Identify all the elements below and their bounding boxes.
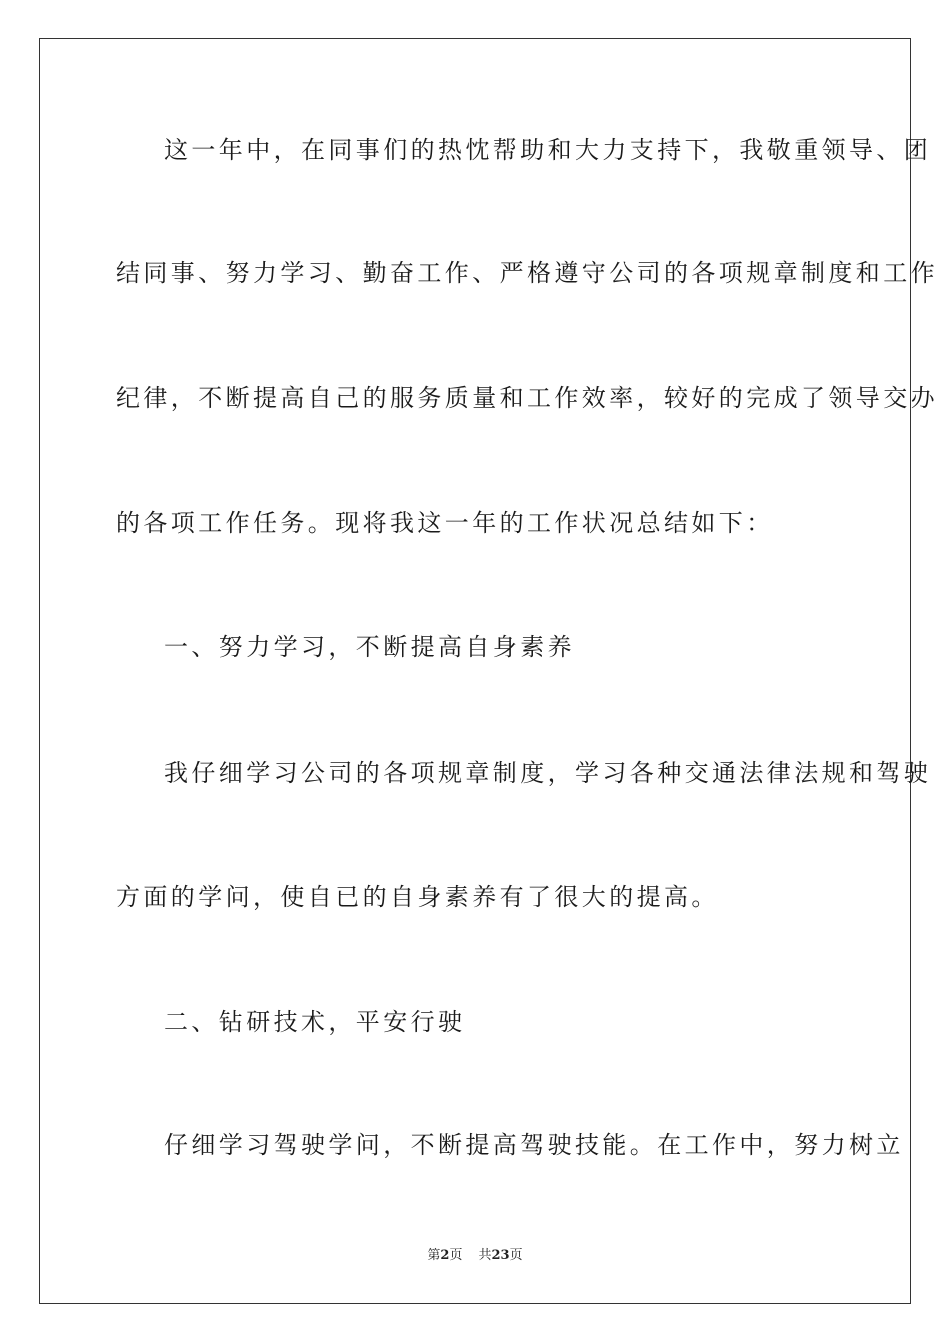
paragraph-line: 的各项工作任务。现将我这一年的工作状况总结如下： xyxy=(116,509,774,537)
section-heading: 一、努力学习，不断提高自身素养 xyxy=(164,633,575,661)
page-footer xyxy=(0,1247,950,1265)
paragraph-line: 方面的学问，使自已的自身素养有了很大的提高。 xyxy=(116,883,719,911)
paragraph-line: 结同事、努力学习、勤奋工作、严格遵守公司的各项规章制度和工作 xyxy=(116,259,938,287)
page-suffix: 页 xyxy=(449,1248,463,1263)
page-prefix: 第 xyxy=(427,1248,441,1263)
paragraph-line: 仔细学习驾驶学问，不断提高驾驶技能。在工作中，努力树立 xyxy=(164,1131,904,1159)
paragraph-line: 纪律，不断提高自己的服务质量和工作效率，较好的完成了领导交办 xyxy=(116,384,938,412)
total-prefix: 共 xyxy=(478,1248,492,1263)
paragraph-line: 我仔细学习公司的各项规章制度，学习各种交通法律法规和驾驶 xyxy=(164,759,932,787)
section-heading: 二、钻研技术，平安行驶 xyxy=(164,1008,466,1036)
page-border xyxy=(39,38,938,1304)
paragraph-line: 这一年中，在同事们的热忱帮助和大力支持下，我敬重领导、团 xyxy=(164,136,932,164)
total-suffix: 页 xyxy=(509,1248,523,1263)
total-pages: 23 xyxy=(491,1248,510,1263)
page-number: 2 xyxy=(440,1248,450,1263)
